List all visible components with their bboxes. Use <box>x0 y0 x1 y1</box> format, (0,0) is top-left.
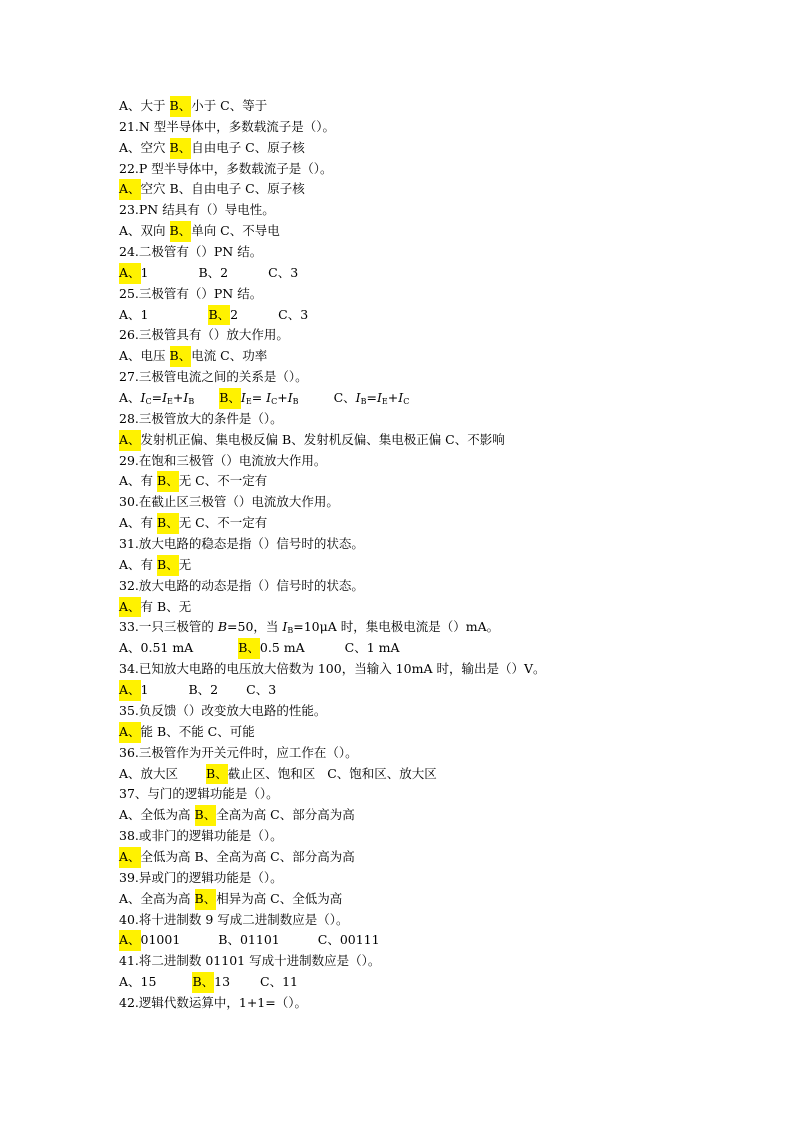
text-line <box>119 951 759 972</box>
text-line <box>119 117 759 138</box>
text-segment: =10μA 时，集电极电流是（）mA。 <box>293 619 500 635</box>
text-segment: 截止区、饱和区 <box>227 765 316 781</box>
text-segment: 21.N 型半导体中，多数载流子是（）。 <box>119 118 336 134</box>
text-segment: 34.已知放大电路的电压放大倍数为 100，当输入 10mA 时，输出是（）V。 <box>119 661 546 677</box>
text-segment: 自由电子 C、原子核 <box>191 139 305 155</box>
text-segment: 无 <box>178 556 192 572</box>
text-segment: = <box>151 390 163 406</box>
text-segment: A、全高为高 <box>119 890 195 906</box>
subscript-text: C <box>145 397 152 407</box>
text-segment: 37、与门的逻辑功能是（）。 <box>119 786 279 802</box>
subscript-text: E <box>381 397 388 407</box>
text-line <box>119 993 759 1014</box>
text-line <box>119 242 759 263</box>
highlighted-answer: A、 <box>119 263 141 284</box>
text-segment: C、3 <box>246 682 277 698</box>
highlighted-answer: B、 <box>157 513 179 534</box>
text-line <box>119 972 759 993</box>
text-line <box>119 555 759 576</box>
text-segment: B、01101 <box>218 932 280 948</box>
text-segment: I <box>240 390 246 406</box>
text-segment: =50，当 <box>227 619 283 635</box>
text-segment: 22.P 型半导体中，多数载流子是（）。 <box>119 160 333 176</box>
text-segment: I <box>140 390 146 406</box>
text-segment: A、空穴 <box>119 139 170 155</box>
highlighted-answer: B、 <box>170 138 192 159</box>
text-segment: A、电压 <box>119 348 170 364</box>
text-line <box>119 617 759 638</box>
highlighted-answer: B、 <box>170 221 192 242</box>
subscript-text: C <box>271 397 278 407</box>
text-segment: A、全低为高 <box>119 807 195 823</box>
highlighted-answer: B、 <box>195 889 217 910</box>
text-segment: 25.三极管有（）PN 结。 <box>119 285 263 301</box>
text-line <box>119 179 759 200</box>
document-page <box>119 96 759 1014</box>
text-line <box>119 534 759 555</box>
subscript-text: B <box>188 397 195 407</box>
text-segment: = <box>251 390 267 406</box>
highlighted-answer: B、 <box>157 555 179 576</box>
text-line <box>119 221 759 242</box>
text-segment: 32.放大电路的动态是指（）信号时的状态。 <box>119 577 364 593</box>
highlighted-answer: B、 <box>195 805 217 826</box>
text-segment: + <box>277 390 288 406</box>
highlighted-answer: A、 <box>119 722 141 743</box>
text-segment: 空穴 B、自由电子 C、原子核 <box>140 181 305 197</box>
text-line <box>119 722 759 743</box>
text-segment: A、有 <box>119 556 158 572</box>
text-segment: 0.5 mA <box>259 640 305 656</box>
text-line <box>119 409 759 430</box>
text-segment: 33.一只三极管的 <box>119 619 218 635</box>
text-segment: A、 <box>119 390 141 406</box>
text-segment: 40.将十进制数 9 写成二进制数应是（）。 <box>119 911 349 927</box>
text-segment: + <box>387 390 399 406</box>
text-segment: C、饱和区、放大区 <box>327 765 437 781</box>
text-segment: 1 <box>140 264 149 280</box>
text-segment: 41.将二进制数 01101 写成十进制数应是（）。 <box>119 953 381 969</box>
text-segment: 有 B、无 <box>140 598 192 614</box>
text-line <box>119 784 759 805</box>
text-segment: 31.放大电路的稳态是指（）信号时的状态。 <box>119 536 364 552</box>
subscript-text: B <box>360 397 367 407</box>
highlighted-answer: A、 <box>119 597 141 618</box>
text-segment: 无 C、不一定有 <box>178 473 268 489</box>
highlighted-answer: A、 <box>119 930 141 951</box>
text-segment: C、3 <box>278 306 309 322</box>
text-segment: 全低为高 B、全高为高 C、部分高为高 <box>140 848 355 864</box>
highlighted-answer: B、 <box>170 96 192 117</box>
text-segment: 13 <box>214 974 231 990</box>
highlighted-answer: B、 <box>219 388 241 409</box>
text-line <box>119 826 759 847</box>
text-segment: 电流 C、功率 <box>191 348 268 364</box>
text-line <box>119 367 759 388</box>
text-segment: I <box>355 390 361 406</box>
text-line <box>119 680 759 701</box>
highlighted-answer: A、 <box>119 179 141 200</box>
text-segment: A、有 <box>119 473 158 489</box>
highlighted-answer: A、 <box>119 430 141 451</box>
text-segment: 35.负反馈（）改变放大电路的性能。 <box>119 702 327 718</box>
text-line <box>119 451 759 472</box>
text-line <box>119 847 759 868</box>
text-segment: B <box>217 619 228 635</box>
text-segment: 29.在饱和三极管（）电流放大作用。 <box>119 452 327 468</box>
text-segment: I <box>162 390 168 406</box>
text-segment: I <box>282 619 288 635</box>
text-line <box>119 471 759 492</box>
text-segment: 1 <box>140 682 149 698</box>
text-line <box>119 597 759 618</box>
text-line <box>119 743 759 764</box>
text-line <box>119 576 759 597</box>
text-segment: 相异为高 C、全低为高 <box>216 890 343 906</box>
text-segment: A、有 <box>119 515 158 531</box>
highlighted-answer: A、 <box>119 847 141 868</box>
subscript-text: B <box>292 397 299 407</box>
text-line <box>119 701 759 722</box>
text-line <box>119 659 759 680</box>
text-line <box>119 889 759 910</box>
text-line <box>119 492 759 513</box>
text-segment: 39.异或门的逻辑功能是（）。 <box>119 869 283 885</box>
text-segment: I <box>266 390 272 406</box>
text-segment: 23.PN 结具有（）导电性。 <box>119 202 275 218</box>
subscript-text: B <box>287 626 294 636</box>
text-segment: + <box>172 390 184 406</box>
text-line <box>119 764 759 785</box>
text-segment: 42.逻辑代数运算中，1+1=（）。 <box>119 994 307 1010</box>
text-segment: I <box>287 390 293 406</box>
text-segment: B、2 <box>198 264 229 280</box>
text-line <box>119 930 759 951</box>
text-line <box>119 263 759 284</box>
text-segment: 单向 C、不导电 <box>191 223 280 239</box>
subscript-text: E <box>245 397 252 407</box>
text-line <box>119 200 759 221</box>
text-segment: 27.三极管电流之间的关系是（）。 <box>119 369 308 385</box>
text-segment: 28.三极管放大的条件是（）。 <box>119 410 283 426</box>
text-segment: 38.或非门的逻辑功能是（）。 <box>119 828 283 844</box>
text-segment: I <box>183 390 189 406</box>
text-line <box>119 325 759 346</box>
text-line <box>119 910 759 931</box>
text-line <box>119 96 759 117</box>
text-segment: A、1 <box>119 306 149 322</box>
text-segment: A、大于 <box>119 98 170 113</box>
text-line <box>119 430 759 451</box>
text-segment: C、00111 <box>317 932 380 948</box>
text-segment: I <box>376 390 382 406</box>
text-segment: 2 <box>230 306 239 322</box>
text-segment: 01001 <box>140 932 181 948</box>
highlighted-answer: B、 <box>208 305 230 326</box>
text-segment: 全高为高 C、部分高为高 <box>216 807 355 823</box>
text-line <box>119 513 759 534</box>
text-segment: B、2 <box>188 682 219 698</box>
text-segment: 小于 C、等于 <box>191 98 268 113</box>
highlighted-answer: B、 <box>238 638 260 659</box>
text-line <box>119 346 759 367</box>
text-segment: = <box>366 390 377 406</box>
text-segment: C、11 <box>260 974 299 990</box>
text-line <box>119 138 759 159</box>
highlighted-answer: B、 <box>170 346 192 367</box>
text-segment: 24.二极管有（）PN 结。 <box>119 244 263 260</box>
text-segment: 无 C、不一定有 <box>178 515 268 531</box>
highlighted-answer: B、 <box>206 764 228 785</box>
text-segment: A、放大区 <box>119 765 179 781</box>
text-line <box>119 305 759 326</box>
text-line <box>119 159 759 180</box>
highlighted-answer: B、 <box>157 471 179 492</box>
text-line <box>119 284 759 305</box>
text-segment: C、3 <box>268 264 299 280</box>
text-segment: 36.三极管作为开关元件时，应工作在（）。 <box>119 744 358 760</box>
text-line <box>119 638 759 659</box>
text-segment: C、1 mA <box>344 640 400 656</box>
text-segment: 发射机正偏、集电极反偏 B、发射机反偏、集电极正偏 C、不影响 <box>140 431 505 447</box>
text-segment: A、0.51 mA <box>119 640 194 656</box>
text-segment: A、双向 <box>119 223 170 239</box>
text-line <box>119 868 759 889</box>
text-line <box>119 388 759 409</box>
text-segment: I <box>398 390 404 406</box>
highlighted-answer: A、 <box>119 680 141 701</box>
subscript-text: C <box>403 397 410 407</box>
text-segment: 30.在截止区三极管（）电流放大作用。 <box>119 494 339 510</box>
subscript-text: E <box>167 397 173 407</box>
text-segment: 能 B、不能 C、可能 <box>140 723 255 739</box>
highlighted-answer: B、 <box>192 972 214 993</box>
text-segment: C、 <box>333 390 356 406</box>
text-line <box>119 805 759 826</box>
text-segment: 26.三极管具有（）放大作用。 <box>119 327 289 343</box>
text-segment: A、15 <box>119 974 157 990</box>
